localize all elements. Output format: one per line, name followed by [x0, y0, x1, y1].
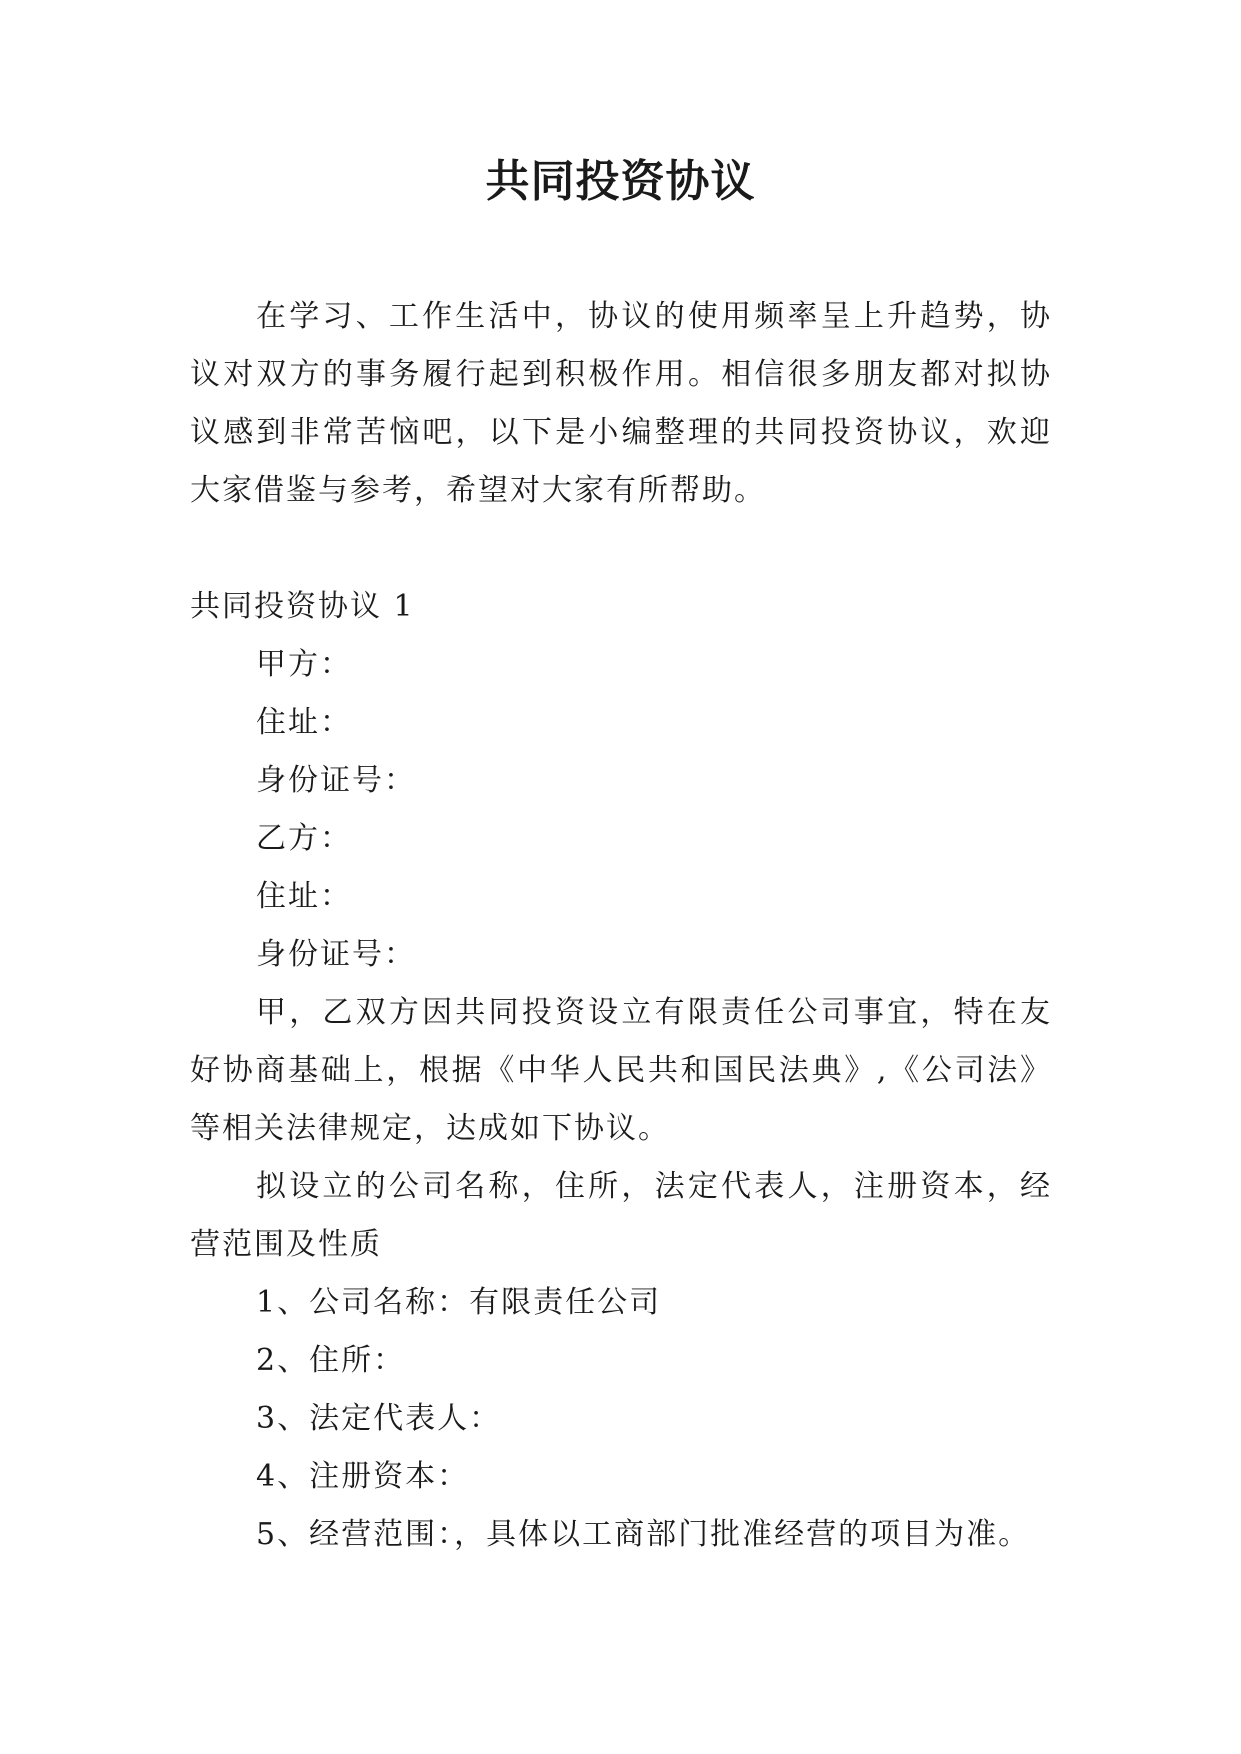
section-heading: 共同投资协议 1: [190, 589, 415, 624]
document-title: 共同投资协议: [485, 156, 756, 207]
party-b-address-label: 住址：: [256, 879, 352, 914]
party-b-label: 乙方：: [256, 821, 352, 856]
company-intro-paragraph: 拟设立的公司名称，住所，法定代表人，注册资本，经营范围及性质: [190, 1169, 1052, 1262]
party-a-label: 甲方：: [256, 647, 352, 682]
list-item: 5、经营范围：，具体以工商部门批准经营的项目为准。: [256, 1517, 1031, 1552]
party-a-address-label: 住址：: [256, 705, 352, 740]
list-item: 2、住所：: [256, 1343, 406, 1378]
party-a-id-label: 身份证号：: [256, 763, 416, 798]
intro-paragraph: 在学习、工作生活中，协议的使用频率呈上升趋势，协议对双方的事务履行起到积极作用。相信很多朋友都对拟协议感到非常苦恼吧，以下是小编整理的共同投资协议，欢迎大家借鉴与参考，希望对大家有所帮助。: [190, 299, 1052, 508]
preamble-paragraph: 甲，乙双方因共同投资设立有限责任公司事宜，特在友好协商基础上，根据《中华人民共和国民法典》,《公司法》等相关法律规定，达成如下协议。: [190, 995, 1052, 1146]
list-item: 1、公司名称：有限责任公司: [256, 1285, 662, 1320]
list-item: 4、注册资本：: [256, 1459, 470, 1494]
party-b-id-label: 身份证号：: [256, 937, 416, 972]
paragraph-gap: [190, 520, 1052, 578]
document-body: [190, 288, 1052, 1564]
list-item: 3、法定代表人：: [256, 1401, 502, 1436]
